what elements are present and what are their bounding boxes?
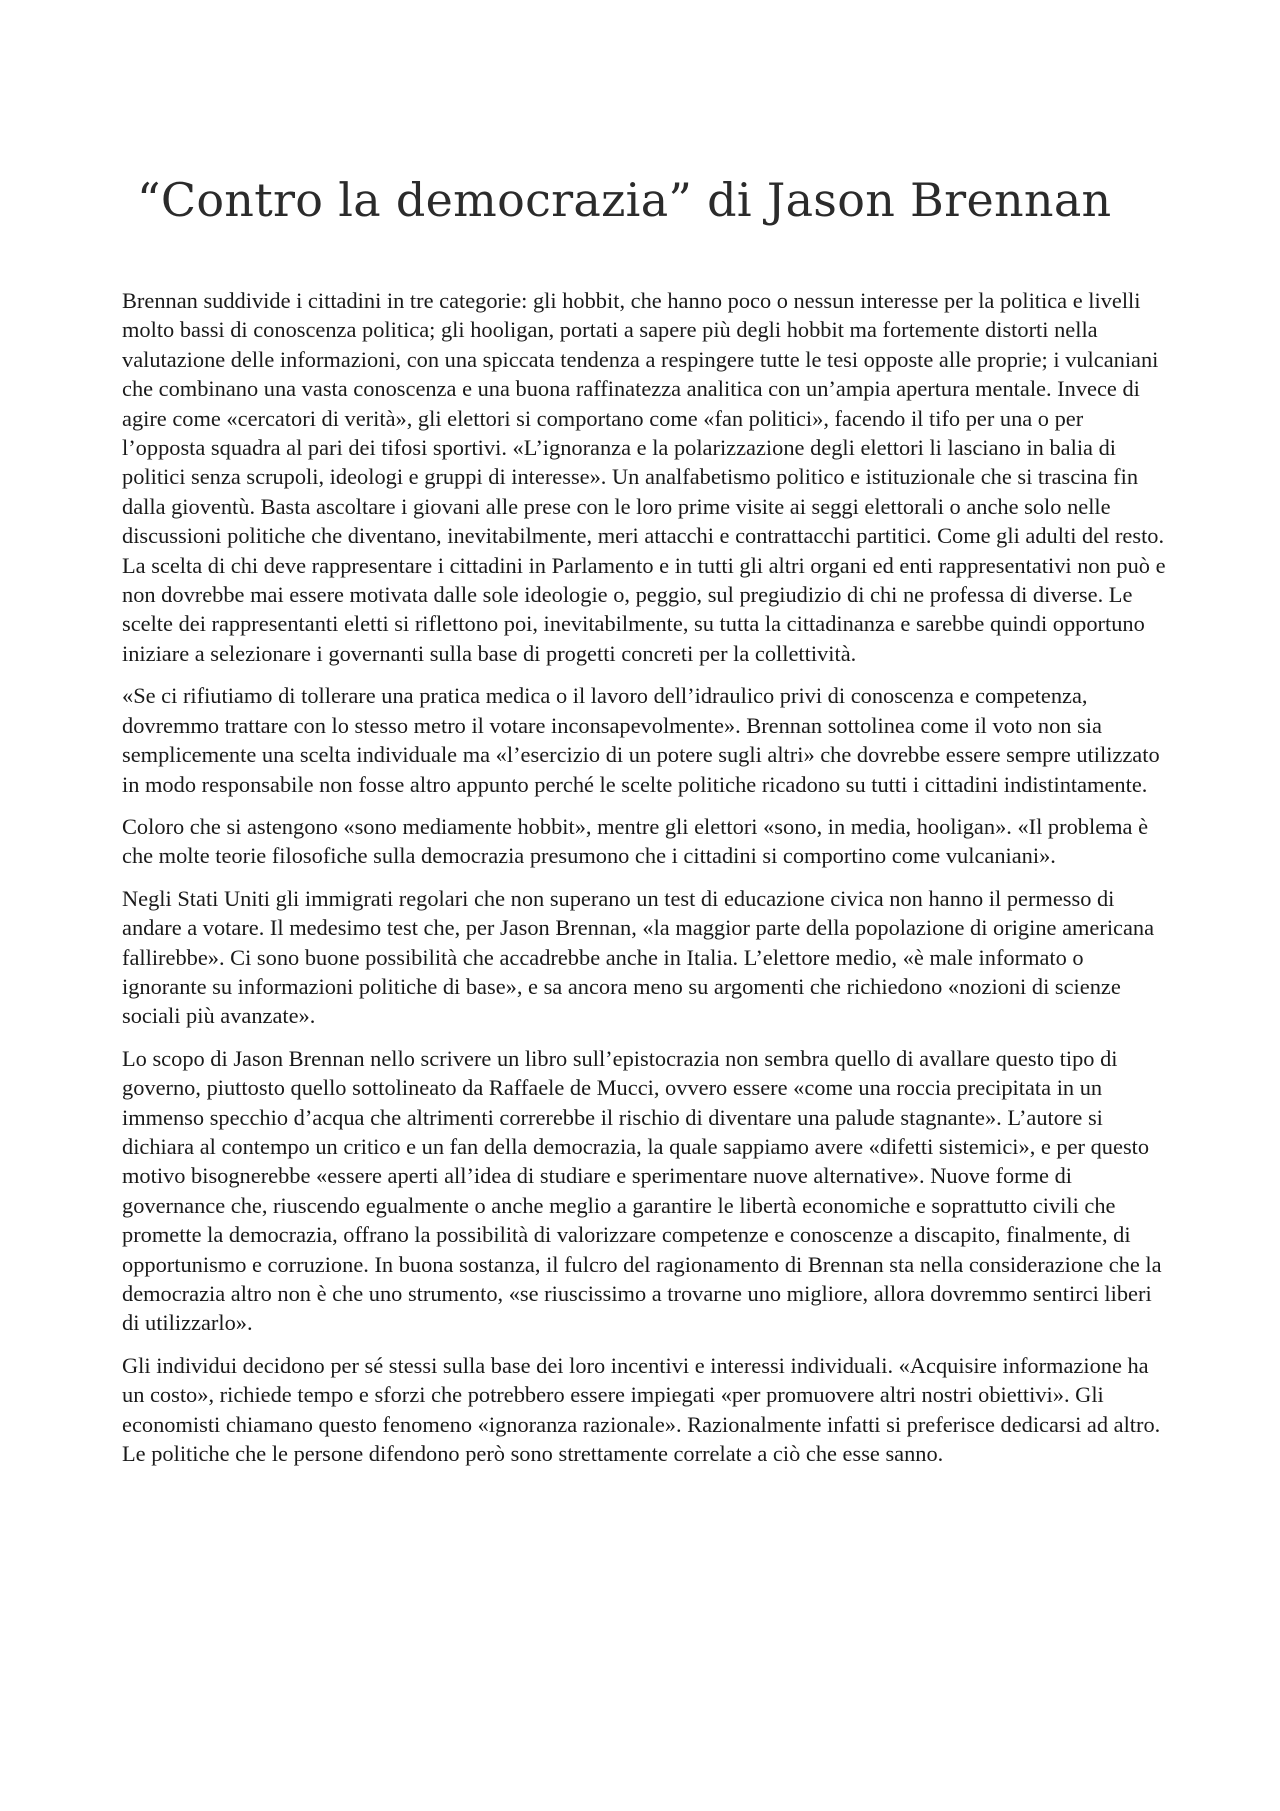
paragraph-3: Coloro che si astengono «sono mediamente hobbit», mentre gli elettori «sono, in media, hooligan». «Il problema è che molte teorie filosofiche sulla democrazia presumono che i cittadini si comportino come vulcaniani».	[122, 813, 1149, 869]
document-title: “Contro la democrazia” di Jason Brennan	[137, 173, 1112, 227]
paragraph-5: Lo scopo di Jason Brennan nello scrivere un libro sull’epistocrazia non sembra quello di avallare questo tipo di governo, piuttosto quello sottolineato da Raffaele de Mucci, ovvero essere «come una roccia precipitata in un immenso specchio d’acqua che altrimenti correrebbe il rischio di diventare una palude stagnante». L’autore si dichiara al contempo un critico e un fan della democrazia, la quale sappiamo avere «difetti sistemici», e per questo motivo bisognerebbe «essere aperti all’idea di studiare e sperimentare nuove alternative». Nuove forme di governance che, riuscendo egualmente o anche meglio a garantire le libertà economiche e soprattutto civili che promette la democrazia, offrano la possibilità di valorizzare competenze e conoscenze a discapito, finalmente, di opportunismo e corruzione. In buona sostanza, il fulcro del ragionamento di Brennan sta nella considerazione che la democrazia altro non è che uno strumento, «se riuscissimo a trovarne uno migliore, allora dovremmo sentirci liberi di utilizzarlo».	[122, 1045, 1162, 1336]
paragraph-2: «Se ci rifiutiamo di tollerare una pratica medica o il lavoro dell’idraulico privi di conoscenza e competenza, dovremmo trattare con lo stesso metro il votare inconsapevolmente». Brennan sottolinea come il voto non sia semplicemente una scelta individuale ma «l’esercizio di un potere sugli altri» che dovrebbe essere sempre utilizzato in modo responsabile non fosse altro appunto perché le scelte politiche ricadono su tutti i cittadini indistintamente.	[122, 683, 1160, 797]
paragraph-4: Negli Stati Uniti gli immigrati regolari che non superano un test di educazione civica non hanno il permesso di andare a votare. Il medesimo test che, per Jason Brennan, «la maggior parte della popolazione di origine americana fallirebbe». Ci sono buone possibilità che accadrebbe anche in Italia. L’elettore medio, «è male informato o ignorante su informazioni politiche di base», e sa ancora meno su argomenti che richiedono «nozioni di scienze sociali più avanzate».	[122, 885, 1155, 1029]
document-body	[122, 286, 1172, 1481]
paragraph-1: Brennan suddivide i cittadini in tre categorie: gli hobbit, che hanno poco o nessun interesse per la politica e livelli molto bassi di conoscenza politica; gli hooligan, portati a sapere più degli hobbit ma fortemente distorti nella valutazione delle informazioni, con una spiccata tendenza a respingere tutte le tesi opposte alle proprie; i vulcaniani che combinano una vasta conoscenza e una buona raffinatezza analitica con un’ampia apertura mentale. Invece di agire come «cercatori di verità», gli elettori si comportano come «fan politici», facendo il tifo per una o per l’opposta squadra al pari dei tifosi sportivi. «L’ignoranza e la polarizzazione degli elettori li lasciano in balia di politici senza scrupoli, ideologi e gruppi di interesse». Un analfabetismo politico e istituzionale che si trascina fin dalla gioventù. Basta ascoltare i giovani alle prese con le loro prime visite ai seggi elettorali o anche solo nelle discussioni politiche che diventano, inevitabilmente, meri attacchi e contrattacchi partitici. Come gli adulti del resto. La scelta di chi deve rappresentare i cittadini in Parlamento e in tutti gli altri organi ed enti rappresentativi non può e non dovrebbe mai essere motivata dalle sole ideologie o, peggio, sul pregiudizio di chi ne professa di diverse. Le scelte dei rappresentanti eletti si riflettono poi, inevitabilmente, su tutta la cittadinanza e sarebbe quindi opportuno iniziare a selezionare i governanti sulla base di progetti concreti per la collettività.	[122, 288, 1166, 666]
paragraph-6: Gli individui decidono per sé stessi sulla base dei loro incentivi e interessi individuali. «Acquisire informazione ha un costo», richiede tempo e sforzi che potrebbero essere impiegati «per promuovere altri nostri obiettivi». Gli economisti chiamano questo fenomeno «ignoranza razionale». Razionalmente infatti si preferisce dedicarsi ad altro. Le politiche che le persone difendono però sono strettamente correlate a ciò che esse sanno.	[122, 1352, 1161, 1467]
